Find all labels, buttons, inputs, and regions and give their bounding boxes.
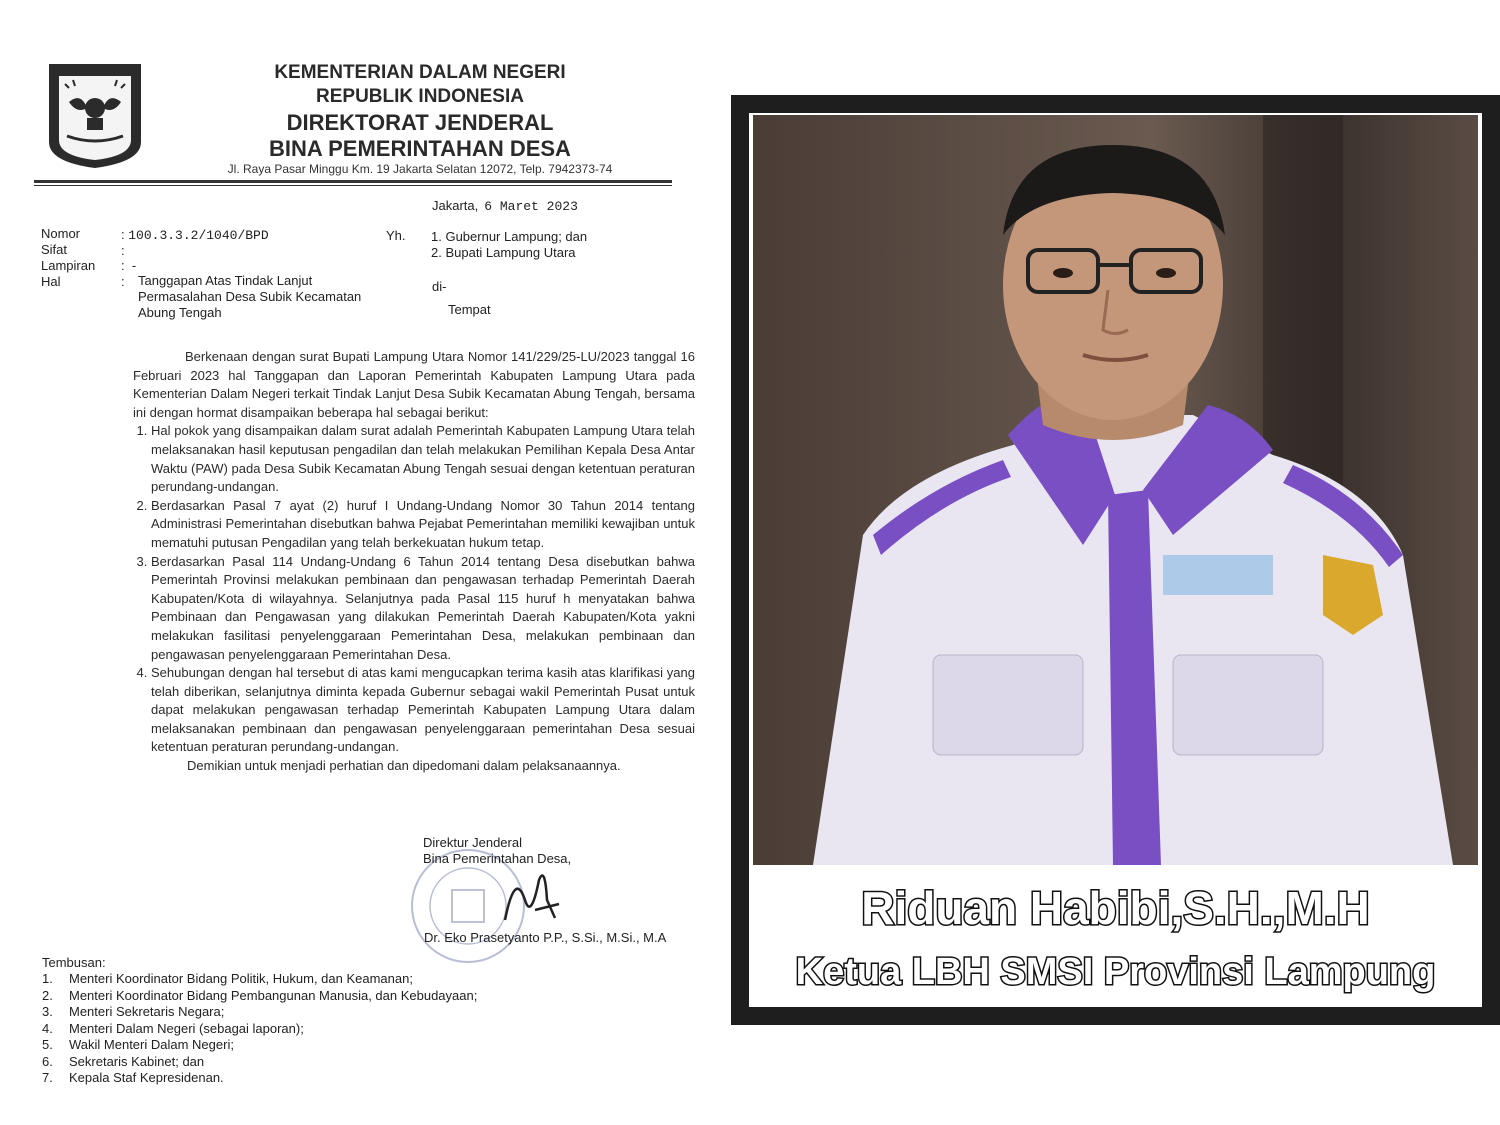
tembusan-label: Tembusan:	[42, 955, 106, 970]
recipient-yth: Yh.	[386, 228, 406, 243]
recipient-1: 1. Gubernur Lampung; dan	[431, 229, 588, 244]
hal-colon: :	[121, 274, 125, 289]
point-item: 1. Hal pokok yang disampaikan dalam surat adalah Pemerintah Kabupaten Lampung Utara telah melaksanakan hasil keputusan pengadilan dan telah melakukan Pemilihan Kepala Desa Antar Waktu (PAW) pada Desa Subik Kecamatan Abung Tengah sesuai dengan ketentuan peraturan perundang-undangan.	[151, 422, 695, 496]
tembusan-item: 6. Sekretaris Kabinet; dan	[42, 1053, 205, 1069]
caption-title: Ketua LBH SMSI Provinsi Lampung	[795, 951, 1436, 993]
official-letter	[0, 0, 720, 1125]
signature-title-2: Bina Pemerintahan Desa,	[423, 851, 572, 866]
closing-paragraph: Demikian untuk menjadi perhatian dan dipedomani dalam pelaksanaannya.	[187, 758, 621, 774]
header-line-division: BINA PEMERINTAHAN DESA	[269, 136, 571, 161]
header-address: Jl. Raya Pasar Minggu Km. 19 Jakarta Selatan 12072, Telp. 7942373-74	[227, 162, 613, 176]
tembusan-item: 7. Kepala Staf Kepresidenan.	[42, 1070, 224, 1085]
portrait-photo-frame	[731, 95, 1500, 1025]
nomor-value-row: : 100.3.3.2/1040/BPD	[121, 227, 269, 243]
tembusan-list	[42, 971, 477, 1087]
header-divider-thin	[34, 185, 672, 186]
header-line-directorate: DIREKTORAT JENDERAL	[286, 110, 554, 135]
header-line-republic: REPUBLIK INDONESIA	[316, 86, 524, 107]
tembusan-item: 1. Menteri Koordinator Bidang Politik, Hukum, dan Keamanan;	[42, 971, 413, 986]
recipient-2: 2. Bupati Lampung Utara	[431, 245, 576, 260]
letter-body	[133, 348, 695, 776]
recipient-di: di-	[432, 279, 447, 294]
tembusan-item: 5. Wakil Menteri Dalam Negeri;	[42, 1037, 234, 1052]
point-item: 4. Sehubungan dengan hal tersebut di atas kami mengucapkan terima kasih atas klarifikasi yang telah diberikan, selanjutnya diminta kepada Gubernur sebagai wakil Pemerintah Pusat untuk dapat melakukan pengawasan terhadap Pemerintah Kabupaten Lampung Utara dalam melaksanakan pembinaan dan pengawasan penyelenggaraan pemerintahan Desa sesuai ketentuan peraturan perundang-undangan.	[151, 664, 695, 757]
ministry-emblem-logo	[47, 62, 143, 170]
signature-title-1: Direktur Jenderal	[423, 835, 522, 850]
point-item: 2. Berdasarkan Pasal 7 ayat (2) huruf I Undang-Undang Nomor 30 Tahun 2014 tentang Administrasi Pemerintahan disebutkan bahwa Pejabat Pemerintahan memiliki kewajiban untuk mematuhi putusan Pengadilan yang telah berkekuatan hukum tetap.	[151, 497, 695, 553]
points-list	[133, 422, 695, 757]
header-line-ministry: KEMENTERIAN DALAM NEGERI	[274, 62, 566, 83]
sifat-colon: :	[121, 243, 125, 258]
recipient-tempat: Tempat	[448, 302, 491, 317]
sifat-label: Sifat	[41, 242, 68, 257]
handwritten-signature	[495, 860, 565, 930]
point-item: 3. Berdasarkan Pasal 114 Undang-Undang 6 Tahun 2014 tentang Desa disebutkan bahwa Pemerintah Provinsi melakukan pembinaan dan pengawasan terhadap Pemerintah Daerah Kabupaten/Kota di wilayahnya. Selanjutnya pada Pasal 115 huruf h menyatakan bahwa Pembinaan dan Pengawasan yang dilakukan Pemerintah Daerah Kabupaten/Kota yakni melakukan fasilitasi penyelenggaraan Pemerintahan Desa, melakukan pembinaan dan pengawasan penyelenggaraan Pemerintahan Desa.	[151, 553, 695, 665]
signature-block	[423, 835, 571, 867]
lampiran-label: Lampiran	[41, 258, 96, 273]
date-value: 6 Maret 2023	[484, 199, 578, 214]
tembusan-item: 3. Menteri Sekretaris Negara;	[42, 1004, 225, 1019]
signatory-name: Dr. Eko Prasetyanto P.P., S.Si., M.Si., M.A	[424, 930, 667, 945]
hal-value: Tanggapan Atas Tindak Lanjut Permasalahan Desa Subik Kecamatan Abung Tengah	[138, 273, 362, 320]
portrait-card	[749, 113, 1482, 1007]
date-place: Jakarta,	[432, 198, 479, 213]
hal-label: Hal	[41, 274, 61, 289]
lampiran-value: -	[131, 258, 137, 273]
nomor-value: 100.3.3.2/1040/BPD	[128, 228, 269, 243]
portrait-photo	[753, 115, 1478, 865]
caption-name: Riduan Habibi,S.H.,M.H	[861, 882, 1370, 934]
header-divider-thick	[34, 180, 672, 183]
nomor-label: Nomor	[41, 226, 81, 241]
lampiran-value-row: : -	[121, 258, 137, 273]
tembusan-item: 4. Menteri Dalam Negeri (sebagai laporan);	[42, 1020, 304, 1036]
intro-paragraph: Berkenaan dengan surat Bupati Lampung Utara Nomor 141/229/25-LU/2023 tanggal 16 Februari 2023 hal Tanggapan dan Laporan Pemerintah Kabupaten Lampung Utara pada Kementerian Dalam Negeri terkait Tindak Lanjut Desa Subik Kecamatan Abung Tengah, bersama ini dengan hormat disampaikan beberapa hal sebagai berikut:	[133, 349, 695, 420]
letter-date	[432, 198, 578, 214]
tembusan-item: 2. Menteri Koordinator Bidang Pembangunan Manusia, dan Kebudayaan;	[42, 987, 478, 1003]
